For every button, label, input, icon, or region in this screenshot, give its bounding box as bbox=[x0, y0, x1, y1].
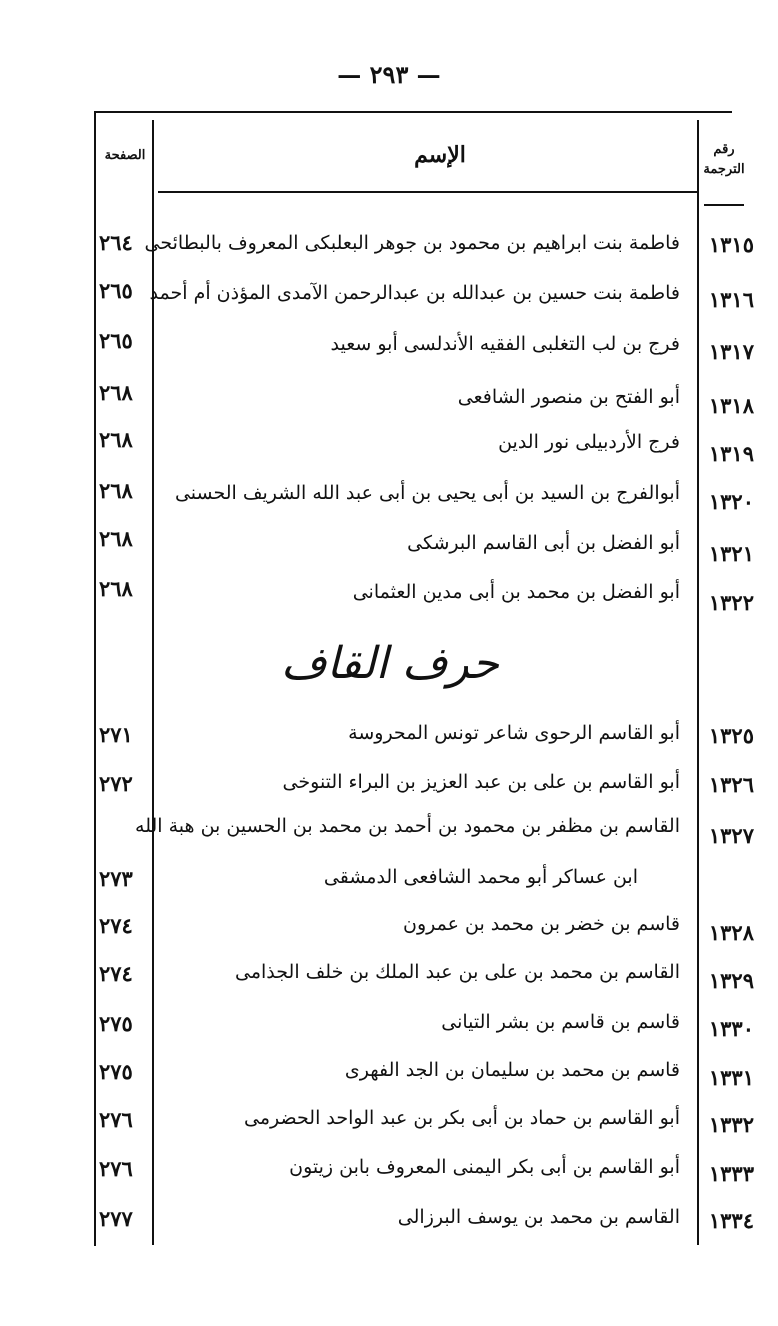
entry-page: ٢٦٨ bbox=[99, 576, 133, 601]
entry-number: ١٣١٩ bbox=[708, 441, 754, 466]
entry-page: ٢٦٤ bbox=[99, 230, 133, 255]
entry-page: ٢٧٤ bbox=[99, 961, 133, 986]
entry-page: ٢٦٨ bbox=[99, 427, 133, 452]
entry-number: ١٣١٨ bbox=[708, 393, 754, 418]
section-heading: حرف القاف bbox=[281, 638, 499, 689]
page-column-header: الصفحة bbox=[104, 148, 146, 163]
entry-number: ١٣١٥ bbox=[708, 232, 754, 257]
entry-page: ٢٧٦ bbox=[99, 1107, 133, 1132]
entry-name: أبو القاسم الرحوى شاعر تونس المحروسة bbox=[348, 722, 680, 744]
entry-page: ٢٦٨ bbox=[99, 380, 133, 405]
entry-number: ١٣١٧ bbox=[708, 339, 754, 364]
entry-name: القاسم بن محمد بن يوسف البرزالى bbox=[397, 1206, 680, 1228]
entry-number: ١٣٣٠ bbox=[708, 1016, 754, 1041]
entry-name: القاسم بن محمد بن على بن عبد الملك بن خلف الجذامى bbox=[235, 961, 680, 983]
entry-page: ٢٦٥ bbox=[99, 328, 133, 353]
number-column-header-line2: الترجمة bbox=[703, 162, 745, 177]
entry-name-continuation: ابن عساكر أبو محمد الشافعى الدمشقى bbox=[323, 866, 638, 888]
entry-page: ٢٧٥ bbox=[99, 1011, 133, 1036]
entry-number: ١٣٣٣ bbox=[708, 1161, 754, 1186]
entry-number: ١٣٢٨ bbox=[708, 920, 754, 945]
entry-number: ١٣٢٥ bbox=[708, 723, 754, 748]
entry-page: ٢٧٤ bbox=[99, 913, 133, 938]
entry-number: ١٣٢٢ bbox=[708, 590, 754, 615]
entry-name: فاطمة بنت ابراهيم بن محمود بن جوهر البعلبكى المعروف بالبطائحى bbox=[144, 232, 680, 254]
page-number: — ٢٩٣ — bbox=[337, 60, 441, 89]
entry-name: قاسم بن خضر بن محمد بن عمرون bbox=[403, 913, 680, 935]
entry-name: قاسم بن قاسم بن بشر التيانى bbox=[441, 1011, 680, 1033]
entry-number: ١٣٣٢ bbox=[708, 1112, 754, 1137]
entry-page: ٢٧٢ bbox=[99, 771, 133, 796]
entry-name: أبو الفضل بن محمد بن أبى مدين العثمانى bbox=[352, 581, 680, 603]
entry-page: ٢٧٦ bbox=[99, 1156, 133, 1181]
entry-name: فرج بن لب التغلبى الفقيه الأندلسى أبو سعيد bbox=[330, 333, 680, 355]
entry-page: ٢٧٥ bbox=[99, 1059, 133, 1084]
number-column-header-line1: رقم bbox=[713, 142, 735, 157]
entry-name: أبو القاسم بن أبى بكر اليمنى المعروف بابن زيتون bbox=[289, 1156, 680, 1178]
entry-number: ١٣٢٧ bbox=[708, 823, 754, 848]
entry-page: ٢٦٨ bbox=[99, 526, 133, 551]
entry-name: القاسم بن مظفر بن محمود بن أحمد بن محمد بن الحسين بن هبة الله bbox=[135, 815, 680, 837]
table-top-rule bbox=[95, 111, 732, 113]
entry-number: ١٣٣٤ bbox=[708, 1208, 754, 1233]
entry-name: فاطمة بنت حسين بن عبدالله بن عبدالرحمن الآمدى المؤذن أم أحمد bbox=[149, 282, 680, 304]
entry-number: ١٣٢٠ bbox=[708, 489, 754, 514]
entry-page: ٢٧٣ bbox=[99, 866, 133, 891]
entry-page: ٢٧٧ bbox=[99, 1206, 133, 1231]
entry-number: ١٣٢٦ bbox=[708, 772, 754, 797]
entry-name: قاسم بن محمد بن سليمان بن الجد الفهرى bbox=[344, 1059, 680, 1081]
entry-page: ٢٦٥ bbox=[99, 278, 133, 303]
entry-page: ٢٧١ bbox=[99, 722, 133, 747]
entry-name: أبو الفضل بن أبى القاسم البرشكى bbox=[407, 532, 680, 554]
name-column-header: الإسم bbox=[414, 142, 466, 168]
number-column-divider bbox=[697, 120, 699, 1245]
left-border bbox=[94, 111, 96, 1246]
entry-name: أبو الفتح بن منصور الشافعى bbox=[457, 386, 680, 408]
entry-number: ١٣٢١ bbox=[708, 541, 754, 566]
entry-page: ٢٦٨ bbox=[99, 478, 133, 503]
number-header-underline bbox=[704, 204, 744, 206]
entry-number: ١٣١٦ bbox=[708, 287, 754, 312]
header-underline bbox=[158, 191, 698, 193]
entry-name: فرج الأردبيلى نور الدين bbox=[498, 431, 680, 453]
entry-number: ١٣٢٩ bbox=[708, 968, 754, 993]
entry-number: ١٣٣١ bbox=[708, 1065, 754, 1090]
entry-name: أبو القاسم بن على بن عبد العزيز بن البراء التنوخى bbox=[282, 771, 680, 793]
entry-name: أبوالفرج بن السيد بن أبى يحيى بن أبى عبد الله الشريف الحسنى bbox=[174, 482, 680, 504]
entry-name: أبو القاسم بن حماد بن أبى بكر بن عبد الواحد الحضرمى bbox=[244, 1107, 680, 1129]
